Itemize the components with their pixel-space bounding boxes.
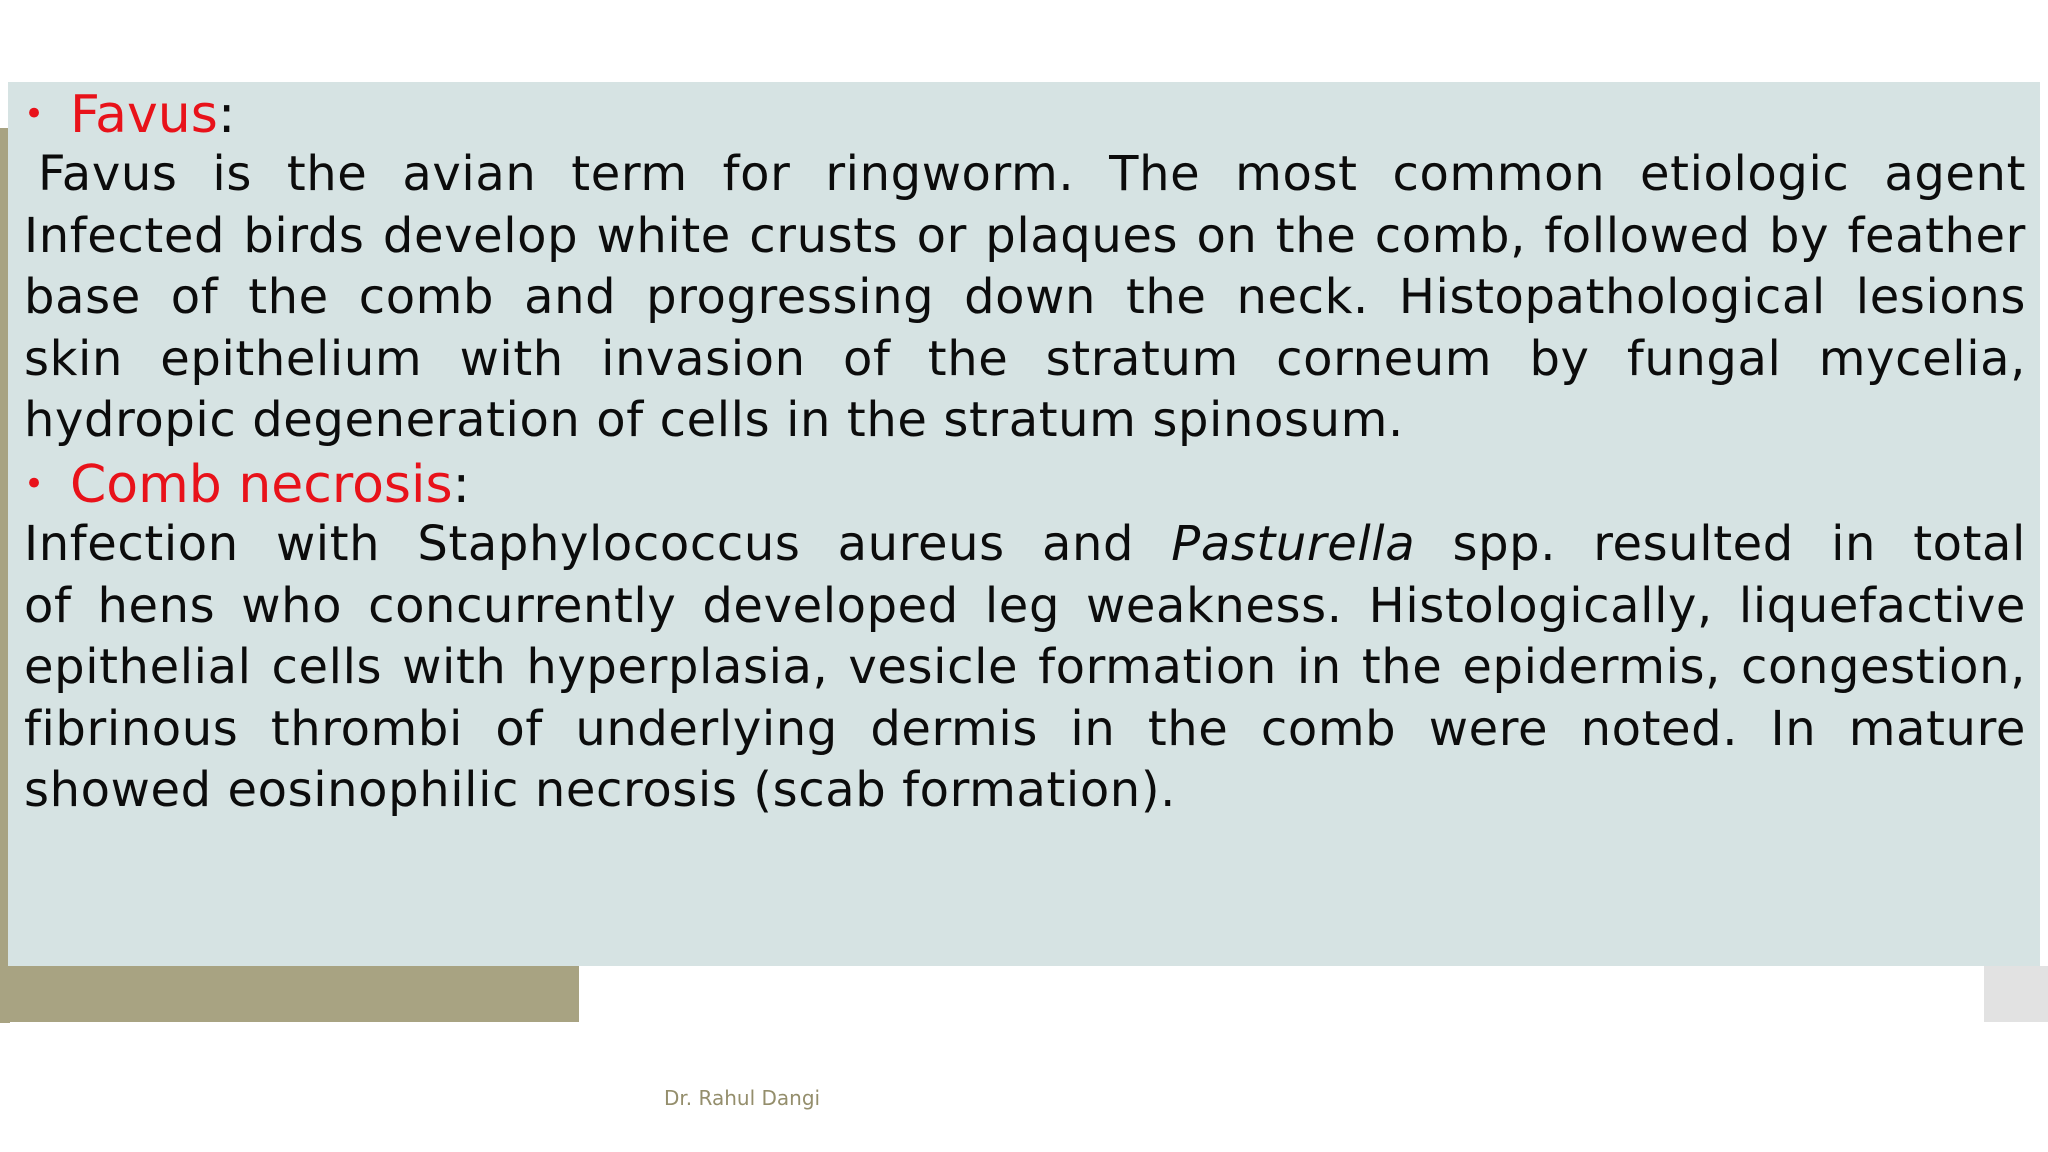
favus-line-5: hydropic degeneration of cells in the stratum spinosum. xyxy=(24,392,1404,449)
comb-line-5: showed eosinophilic necrosis (scab formation). xyxy=(24,762,1177,819)
bullet-icon: • xyxy=(24,464,45,504)
bottom-right-block xyxy=(1984,966,2048,1022)
comb-necrosis-paragraph xyxy=(24,514,2026,822)
comb-line-4: fibrinous thrombi of underlying dermis in the comb were noted. In mature xyxy=(24,700,2026,757)
heading-colon: : xyxy=(452,455,471,515)
comb-necrosis-term: Comb necrosis xyxy=(70,455,453,515)
favus-line-4: skin epithelium with invasion of the stratum corneum by fungal mycelia, xyxy=(24,330,2026,387)
bottom-accent-bar xyxy=(0,966,579,1022)
footer-author: Dr. Rahul Dangi xyxy=(664,1086,821,1110)
favus-line-2: Infected birds develop white crusts or plaques on the comb, followed by feather xyxy=(24,207,2026,264)
comb-line-1-start: Infection with Staphylococcus aureus and xyxy=(24,516,1172,572)
comb-line-1 xyxy=(24,514,2026,576)
favus-heading xyxy=(24,84,235,149)
favus-line-3: base of the comb and progressing down the neck. Histopathological lesions xyxy=(24,269,2026,326)
pasturella-italic: Pasturella xyxy=(1171,516,1416,572)
favus-paragraph xyxy=(24,144,2026,452)
favus-line-1: Favus is the avian term for ringworm. The most common etiologic agent xyxy=(38,146,2026,202)
heading-colon: : xyxy=(217,85,236,145)
content-panel xyxy=(8,82,2040,966)
comb-line-3: epithelial cells with hyperplasia, vesicle formation in the epidermis, congestion, xyxy=(24,639,2026,696)
comb-line-2: of hens who concurrently developed leg weakness. Histologically, liquefactive xyxy=(24,577,2026,634)
comb-necrosis-heading xyxy=(24,454,470,519)
favus-term: Favus xyxy=(70,85,218,145)
bullet-icon: • xyxy=(24,94,45,134)
comb-line-1-end: spp. resulted in total xyxy=(1415,516,2026,572)
